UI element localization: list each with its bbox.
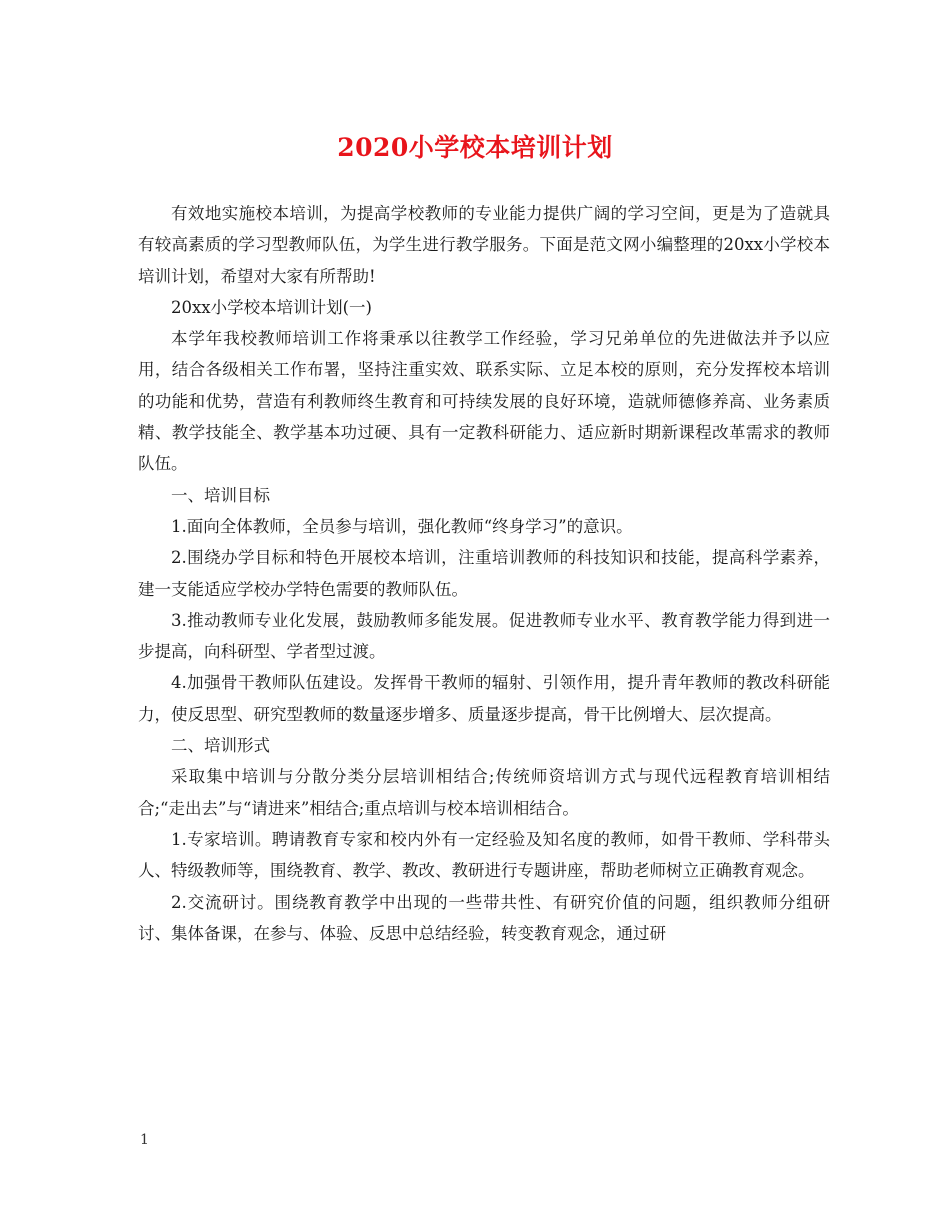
paragraph-goal-3: 3.推动教师专业化发展，鼓励教师多能发展。促进教师专业水平、教育教学能力得到进一步提高，向科研型、学者型过渡。 — [138, 610, 830, 662]
paragraph-overview: 本学年我校教师培训工作将秉承以往教学工作经验，学习兄弟单位的先进做法并予以应用，结合各级相关工作布署，坚持注重实效、联系实际、立足本校的原则，充分发挥校本培训的功能和优势，营造有利教师终生教育和可持续发展的良好环境，造就师德修养高、业务素质精、教学技能全、教学基本功过硬、具有一定教科研能力、适应新时期新课程改革需求的教师队伍。 — [138, 329, 830, 474]
paragraph-goal-2: 2.围绕办学目标和特色开展校本培训，注重培训教师的科技知识和技能，提高科学素养，建一支能适应学校办学特色需要的教师队伍。 — [138, 548, 830, 599]
section-heading-forms: 二、培训形式 — [171, 736, 270, 756]
section-heading-goals: 一、培训目标 — [171, 485, 270, 505]
paragraph-goal-4: 4.加强骨干教师队伍建设。发挥骨干教师的辐射、引领作用，提升青年教师的教改科研能力，使反思型、研究型教师的数量逐步增多、质量逐步提高，骨干比例增大、层次提高。 — [138, 673, 830, 724]
paragraph-intro: 有效地实施校本培训，为提高学校教师的专业能力提供广阔的学习空间，更是为了造就具有较高素质的学习型教师队伍，为学生进行教学服务。下面是范文网小编整理的20xx小学校本培训计划，希望对大家有所帮助! — [138, 204, 830, 286]
page-number: 1 — [140, 1132, 149, 1148]
document-body — [138, 198, 830, 949]
paragraph-goal-1: 1.面向全体教师，全员参与培训，强化教师“终身学习”的意识。 — [171, 516, 633, 536]
paragraph-form-1: 1.专家培训。聘请教育专家和校内外有一定经验及知名度的教师，如骨干教师、学科带头人、特级教师等，围绕教育、教学、教改、教研进行专题讲座，帮助老师树立正确教育观念。 — [138, 829, 830, 881]
document-title: 2020小学校本培训计划 — [337, 133, 613, 162]
paragraph-form-2: 2.交流研讨。围绕教育教学中出现的一些带共性、有研究价值的问题，组织教师分组研讨、集体备课，在参与、体验、反思中总结经验，转变教育观念，通过研 — [138, 892, 830, 943]
paragraph-forms-summary: 采取集中培训与分散分类分层培训相结合;传统师资培训方式与现代远程教育培训相结合;“走出去”与“请进来”相结合;重点培训与校本培训相结合。 — [138, 767, 830, 818]
paragraph-plan-heading: 20xx小学校本培训计划(一) — [171, 297, 372, 317]
